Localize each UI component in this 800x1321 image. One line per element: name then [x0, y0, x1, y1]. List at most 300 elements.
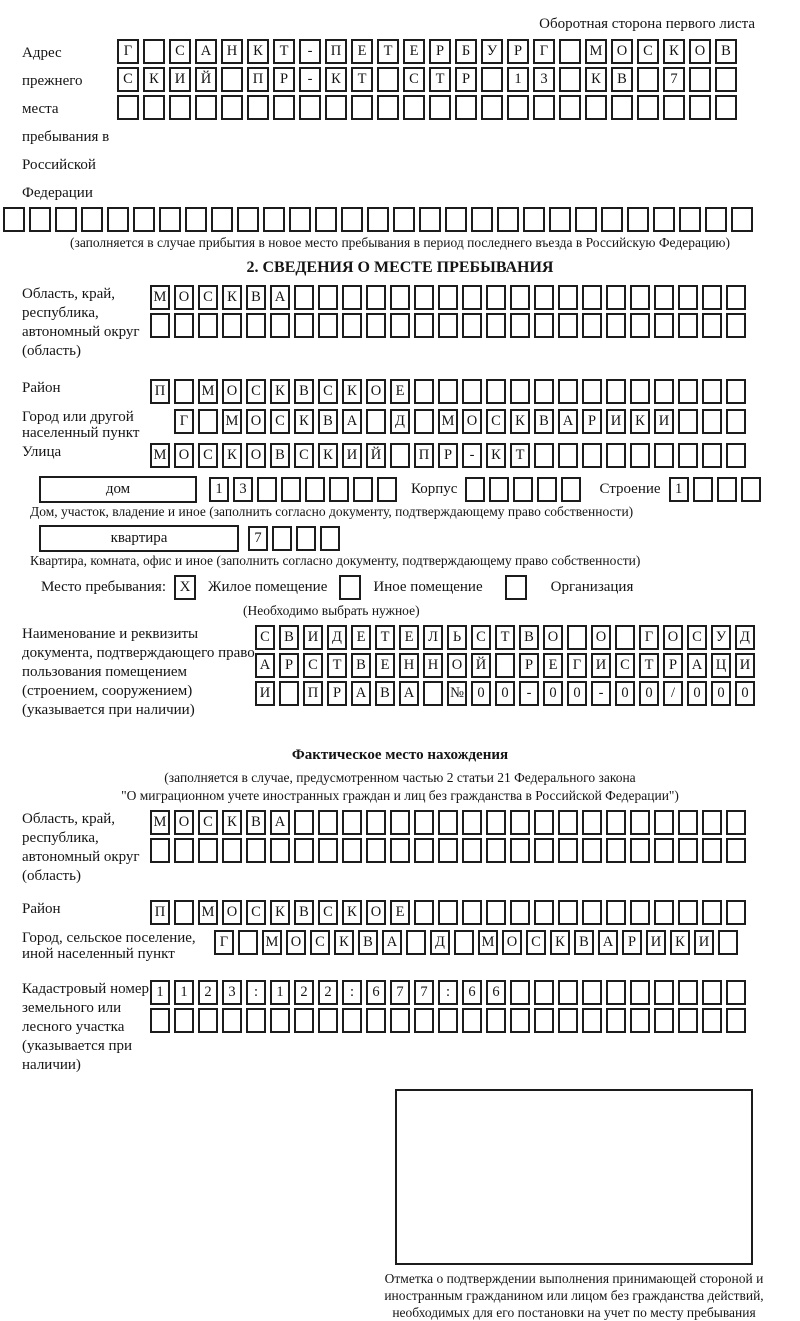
char-box[interactable]	[606, 980, 626, 1005]
char-box[interactable]: Е	[543, 653, 563, 678]
char-box[interactable]: -	[519, 681, 539, 706]
char-box[interactable]	[465, 477, 485, 502]
char-box[interactable]: А	[270, 810, 290, 835]
char-box[interactable]: Ь	[447, 625, 467, 650]
char-box[interactable]	[558, 379, 578, 404]
char-box[interactable]	[558, 313, 578, 338]
char-box[interactable]: Т	[429, 67, 451, 92]
char-box[interactable]: И	[169, 67, 191, 92]
char-box[interactable]	[537, 477, 557, 502]
char-box[interactable]: К	[143, 67, 165, 92]
char-box[interactable]	[289, 207, 311, 232]
char-box[interactable]	[702, 379, 722, 404]
char-box[interactable]	[534, 810, 554, 835]
char-box[interactable]	[414, 1008, 434, 1033]
char-box[interactable]	[366, 810, 386, 835]
char-box[interactable]: К	[486, 443, 506, 468]
char-box[interactable]: С	[486, 409, 506, 434]
char-box[interactable]: С	[198, 810, 218, 835]
char-box[interactable]	[351, 95, 373, 120]
char-box[interactable]	[438, 810, 458, 835]
char-box[interactable]: -	[299, 67, 321, 92]
char-box[interactable]	[263, 207, 285, 232]
char-box[interactable]: У	[711, 625, 731, 650]
char-box[interactable]: Н	[221, 39, 243, 64]
char-box[interactable]	[510, 285, 530, 310]
house-type-box[interactable]: дом	[39, 476, 197, 503]
char-box[interactable]	[582, 285, 602, 310]
char-box[interactable]: С	[318, 900, 338, 925]
char-box[interactable]: 2	[318, 980, 338, 1005]
char-box[interactable]	[143, 95, 165, 120]
char-box[interactable]: Д	[327, 625, 347, 650]
char-box[interactable]	[582, 900, 602, 925]
char-box[interactable]	[318, 313, 338, 338]
char-box[interactable]	[222, 838, 242, 863]
char-box[interactable]	[654, 1008, 674, 1033]
char-box[interactable]	[561, 477, 581, 502]
char-box[interactable]: 1	[174, 980, 194, 1005]
char-box[interactable]	[174, 838, 194, 863]
char-box[interactable]: К	[325, 67, 347, 92]
char-box[interactable]: О	[502, 930, 522, 955]
char-box[interactable]	[582, 810, 602, 835]
char-box[interactable]	[414, 810, 434, 835]
char-box[interactable]	[741, 477, 761, 502]
char-box[interactable]	[462, 900, 482, 925]
char-box[interactable]	[185, 207, 207, 232]
char-box[interactable]	[689, 67, 711, 92]
char-box[interactable]	[510, 810, 530, 835]
char-box[interactable]: В	[246, 285, 266, 310]
char-box[interactable]: :	[438, 980, 458, 1005]
char-box[interactable]: 1	[270, 980, 290, 1005]
apartment-type-box[interactable]: квартира	[39, 525, 239, 552]
char-box[interactable]	[222, 313, 242, 338]
char-box[interactable]: К	[630, 409, 650, 434]
char-box[interactable]	[534, 285, 554, 310]
char-box[interactable]: Р	[455, 67, 477, 92]
char-box[interactable]: И	[694, 930, 714, 955]
char-box[interactable]: И	[646, 930, 666, 955]
char-box[interactable]	[606, 313, 626, 338]
char-box[interactable]	[390, 285, 410, 310]
char-box[interactable]: Р	[663, 653, 683, 678]
char-box[interactable]	[575, 207, 597, 232]
char-box[interactable]	[159, 207, 181, 232]
char-box[interactable]	[353, 477, 373, 502]
char-box[interactable]	[237, 207, 259, 232]
char-box[interactable]: Н	[399, 653, 419, 678]
char-box[interactable]: 1	[150, 980, 170, 1005]
other-premises-checkbox[interactable]	[339, 575, 361, 600]
char-box[interactable]	[366, 409, 386, 434]
char-box[interactable]: К	[270, 379, 290, 404]
char-box[interactable]: В	[611, 67, 633, 92]
char-box[interactable]	[342, 1008, 362, 1033]
char-box[interactable]: К	[550, 930, 570, 955]
char-box[interactable]: Р	[519, 653, 539, 678]
char-box[interactable]	[726, 1008, 746, 1033]
char-box[interactable]: С	[246, 379, 266, 404]
char-box[interactable]: С	[294, 443, 314, 468]
char-box[interactable]	[702, 409, 722, 434]
char-box[interactable]: С	[687, 625, 707, 650]
char-box[interactable]: В	[351, 653, 371, 678]
char-box[interactable]	[462, 379, 482, 404]
char-box[interactable]: А	[687, 653, 707, 678]
char-box[interactable]	[534, 443, 554, 468]
char-box[interactable]	[558, 838, 578, 863]
char-box[interactable]: И	[606, 409, 626, 434]
char-box[interactable]: Г	[639, 625, 659, 650]
char-box[interactable]	[582, 980, 602, 1005]
char-box[interactable]	[726, 810, 746, 835]
char-box[interactable]: А	[558, 409, 578, 434]
char-box[interactable]: 7	[390, 980, 410, 1005]
char-box[interactable]: И	[591, 653, 611, 678]
char-box[interactable]: О	[222, 379, 242, 404]
char-box[interactable]	[702, 443, 722, 468]
char-box[interactable]: Й	[366, 443, 386, 468]
char-box[interactable]	[702, 313, 722, 338]
char-box[interactable]	[582, 1008, 602, 1033]
char-box[interactable]	[419, 207, 441, 232]
char-box[interactable]: С	[198, 443, 218, 468]
char-box[interactable]: М	[222, 409, 242, 434]
char-box[interactable]	[693, 477, 713, 502]
char-box[interactable]: С	[471, 625, 491, 650]
char-box[interactable]	[559, 67, 581, 92]
char-box[interactable]	[318, 838, 338, 863]
char-box[interactable]: Р	[438, 443, 458, 468]
char-box[interactable]	[678, 810, 698, 835]
char-box[interactable]: Г	[174, 409, 194, 434]
char-box[interactable]: Р	[327, 681, 347, 706]
char-box[interactable]	[221, 95, 243, 120]
char-box[interactable]	[679, 207, 701, 232]
char-box[interactable]	[654, 379, 674, 404]
char-box[interactable]	[533, 95, 555, 120]
char-box[interactable]	[325, 95, 347, 120]
char-box[interactable]: Р	[507, 39, 529, 64]
char-box[interactable]: П	[325, 39, 347, 64]
char-box[interactable]: Д	[430, 930, 450, 955]
char-box[interactable]: 3	[533, 67, 555, 92]
char-box[interactable]	[247, 95, 269, 120]
char-box[interactable]: -	[299, 39, 321, 64]
char-box[interactable]	[29, 207, 51, 232]
char-box[interactable]: 1	[669, 477, 689, 502]
char-box[interactable]	[462, 838, 482, 863]
char-box[interactable]: П	[150, 900, 170, 925]
char-box[interactable]	[678, 1008, 698, 1033]
organization-checkbox[interactable]	[505, 575, 527, 600]
char-box[interactable]	[611, 95, 633, 120]
char-box[interactable]: С	[117, 67, 139, 92]
char-box[interactable]: 0	[567, 681, 587, 706]
char-box[interactable]: Т	[639, 653, 659, 678]
char-box[interactable]	[558, 980, 578, 1005]
char-box[interactable]	[221, 67, 243, 92]
char-box[interactable]	[489, 477, 509, 502]
char-box[interactable]	[294, 313, 314, 338]
char-box[interactable]	[567, 625, 587, 650]
char-box[interactable]: Р	[279, 653, 299, 678]
char-box[interactable]: 0	[711, 681, 731, 706]
char-box[interactable]	[718, 930, 738, 955]
char-box[interactable]	[726, 980, 746, 1005]
char-box[interactable]	[510, 379, 530, 404]
char-box[interactable]	[654, 810, 674, 835]
char-box[interactable]	[510, 980, 530, 1005]
char-box[interactable]	[523, 207, 545, 232]
char-box[interactable]	[390, 313, 410, 338]
char-box[interactable]	[582, 379, 602, 404]
char-box[interactable]: О	[447, 653, 467, 678]
char-box[interactable]	[198, 409, 218, 434]
char-box[interactable]: И	[303, 625, 323, 650]
char-box[interactable]: К	[334, 930, 354, 955]
char-box[interactable]	[390, 1008, 410, 1033]
char-box[interactable]	[377, 67, 399, 92]
char-box[interactable]: О	[543, 625, 563, 650]
char-box[interactable]: Е	[351, 625, 371, 650]
char-box[interactable]: 1	[209, 477, 229, 502]
char-box[interactable]: 0	[735, 681, 755, 706]
char-box[interactable]	[486, 313, 506, 338]
char-box[interactable]	[726, 313, 746, 338]
char-box[interactable]	[486, 285, 506, 310]
char-box[interactable]	[198, 838, 218, 863]
char-box[interactable]	[558, 1008, 578, 1033]
char-box[interactable]: В	[270, 443, 290, 468]
char-box[interactable]: А	[255, 653, 275, 678]
char-box[interactable]	[726, 900, 746, 925]
char-box[interactable]	[414, 379, 434, 404]
char-box[interactable]: :	[342, 980, 362, 1005]
char-box[interactable]	[630, 838, 650, 863]
char-box[interactable]	[654, 980, 674, 1005]
char-box[interactable]: Т	[495, 625, 515, 650]
char-box[interactable]	[198, 313, 218, 338]
char-box[interactable]: П	[247, 67, 269, 92]
char-box[interactable]	[630, 443, 650, 468]
char-box[interactable]	[429, 95, 451, 120]
char-box[interactable]: К	[585, 67, 607, 92]
char-box[interactable]: 2	[198, 980, 218, 1005]
char-box[interactable]	[486, 1008, 506, 1033]
char-box[interactable]: -	[462, 443, 482, 468]
char-box[interactable]: О	[663, 625, 683, 650]
char-box[interactable]: Т	[510, 443, 530, 468]
char-box[interactable]: Е	[390, 900, 410, 925]
char-box[interactable]	[606, 285, 626, 310]
char-box[interactable]	[654, 313, 674, 338]
char-box[interactable]: К	[247, 39, 269, 64]
char-box[interactable]	[715, 95, 737, 120]
char-box[interactable]: Д	[735, 625, 755, 650]
char-box[interactable]	[366, 285, 386, 310]
char-box[interactable]: 0	[687, 681, 707, 706]
char-box[interactable]	[366, 1008, 386, 1033]
char-box[interactable]	[3, 207, 25, 232]
char-box[interactable]: 3	[222, 980, 242, 1005]
char-box[interactable]	[454, 930, 474, 955]
char-box[interactable]	[279, 681, 299, 706]
char-box[interactable]	[654, 838, 674, 863]
char-box[interactable]	[702, 810, 722, 835]
char-box[interactable]	[678, 980, 698, 1005]
char-box[interactable]: С	[169, 39, 191, 64]
char-box[interactable]	[320, 526, 340, 551]
char-box[interactable]	[55, 207, 77, 232]
char-box[interactable]	[559, 39, 581, 64]
char-box[interactable]	[702, 838, 722, 863]
char-box[interactable]	[414, 409, 434, 434]
char-box[interactable]	[654, 285, 674, 310]
char-box[interactable]: 0	[639, 681, 659, 706]
char-box[interactable]	[495, 653, 515, 678]
char-box[interactable]: Р	[429, 39, 451, 64]
char-box[interactable]	[481, 95, 503, 120]
char-box[interactable]: О	[222, 900, 242, 925]
char-box[interactable]: Р	[273, 67, 295, 92]
char-box[interactable]	[272, 526, 292, 551]
char-box[interactable]: 0	[471, 681, 491, 706]
char-box[interactable]: 0	[615, 681, 635, 706]
char-box[interactable]	[257, 477, 277, 502]
char-box[interactable]: К	[294, 409, 314, 434]
char-box[interactable]	[558, 285, 578, 310]
char-box[interactable]: И	[342, 443, 362, 468]
char-box[interactable]	[377, 477, 397, 502]
char-box[interactable]: Г	[567, 653, 587, 678]
char-box[interactable]	[150, 313, 170, 338]
char-box[interactable]	[414, 313, 434, 338]
char-box[interactable]: В	[375, 681, 395, 706]
char-box[interactable]: А	[382, 930, 402, 955]
char-box[interactable]: В	[246, 810, 266, 835]
char-box[interactable]	[299, 95, 321, 120]
char-box[interactable]: С	[270, 409, 290, 434]
char-box[interactable]	[403, 95, 425, 120]
char-box[interactable]	[305, 477, 325, 502]
char-box[interactable]: Г	[117, 39, 139, 64]
char-box[interactable]	[342, 838, 362, 863]
char-box[interactable]: П	[414, 443, 434, 468]
char-box[interactable]: С	[198, 285, 218, 310]
char-box[interactable]	[390, 838, 410, 863]
char-box[interactable]	[606, 810, 626, 835]
char-box[interactable]: В	[294, 900, 314, 925]
char-box[interactable]	[462, 1008, 482, 1033]
char-box[interactable]: С	[615, 653, 635, 678]
char-box[interactable]	[606, 838, 626, 863]
char-box[interactable]: С	[403, 67, 425, 92]
char-box[interactable]: Т	[375, 625, 395, 650]
char-box[interactable]: У	[481, 39, 503, 64]
char-box[interactable]: Г	[533, 39, 555, 64]
residential-checkbox[interactable]: X	[174, 575, 196, 600]
char-box[interactable]	[601, 207, 623, 232]
char-box[interactable]	[630, 285, 650, 310]
char-box[interactable]: Ц	[711, 653, 731, 678]
char-box[interactable]	[630, 379, 650, 404]
char-box[interactable]: К	[510, 409, 530, 434]
char-box[interactable]	[143, 39, 165, 64]
char-box[interactable]: /	[663, 681, 683, 706]
char-box[interactable]	[246, 838, 266, 863]
char-box[interactable]	[630, 900, 650, 925]
char-box[interactable]: О	[462, 409, 482, 434]
char-box[interactable]	[211, 207, 233, 232]
char-box[interactable]	[606, 900, 626, 925]
char-box[interactable]	[294, 1008, 314, 1033]
char-box[interactable]	[169, 95, 191, 120]
char-box[interactable]	[318, 810, 338, 835]
char-box[interactable]: С	[310, 930, 330, 955]
char-box[interactable]	[445, 207, 467, 232]
char-box[interactable]: Й	[195, 67, 217, 92]
char-box[interactable]: Т	[273, 39, 295, 64]
char-box[interactable]: Е	[375, 653, 395, 678]
char-box[interactable]	[438, 838, 458, 863]
char-box[interactable]	[318, 1008, 338, 1033]
char-box[interactable]	[653, 207, 675, 232]
char-box[interactable]: В	[574, 930, 594, 955]
char-box[interactable]: 6	[486, 980, 506, 1005]
char-box[interactable]	[606, 1008, 626, 1033]
char-box[interactable]	[717, 477, 737, 502]
char-box[interactable]: Д	[390, 409, 410, 434]
char-box[interactable]	[558, 900, 578, 925]
char-box[interactable]: С	[526, 930, 546, 955]
char-box[interactable]: О	[174, 285, 194, 310]
char-box[interactable]	[507, 95, 529, 120]
char-box[interactable]	[174, 1008, 194, 1033]
char-box[interactable]: М	[150, 443, 170, 468]
char-box[interactable]	[462, 285, 482, 310]
char-box[interactable]: С	[637, 39, 659, 64]
char-box[interactable]	[414, 900, 434, 925]
char-box[interactable]: О	[174, 810, 194, 835]
char-box[interactable]	[678, 900, 698, 925]
char-box[interactable]	[342, 313, 362, 338]
char-box[interactable]	[726, 838, 746, 863]
char-box[interactable]: О	[591, 625, 611, 650]
char-box[interactable]	[534, 313, 554, 338]
char-box[interactable]	[534, 379, 554, 404]
char-box[interactable]	[390, 810, 410, 835]
char-box[interactable]: 3	[233, 477, 253, 502]
char-box[interactable]: А	[399, 681, 419, 706]
char-box[interactable]: О	[366, 379, 386, 404]
char-box[interactable]: Б	[455, 39, 477, 64]
char-box[interactable]	[174, 379, 194, 404]
char-box[interactable]	[270, 838, 290, 863]
char-box[interactable]	[534, 900, 554, 925]
char-box[interactable]	[637, 95, 659, 120]
char-box[interactable]: :	[246, 980, 266, 1005]
char-box[interactable]: П	[303, 681, 323, 706]
char-box[interactable]: М	[198, 900, 218, 925]
char-box[interactable]	[481, 67, 503, 92]
char-box[interactable]: №	[447, 681, 467, 706]
char-box[interactable]: К	[222, 443, 242, 468]
char-box[interactable]: О	[366, 900, 386, 925]
char-box[interactable]: -	[591, 681, 611, 706]
